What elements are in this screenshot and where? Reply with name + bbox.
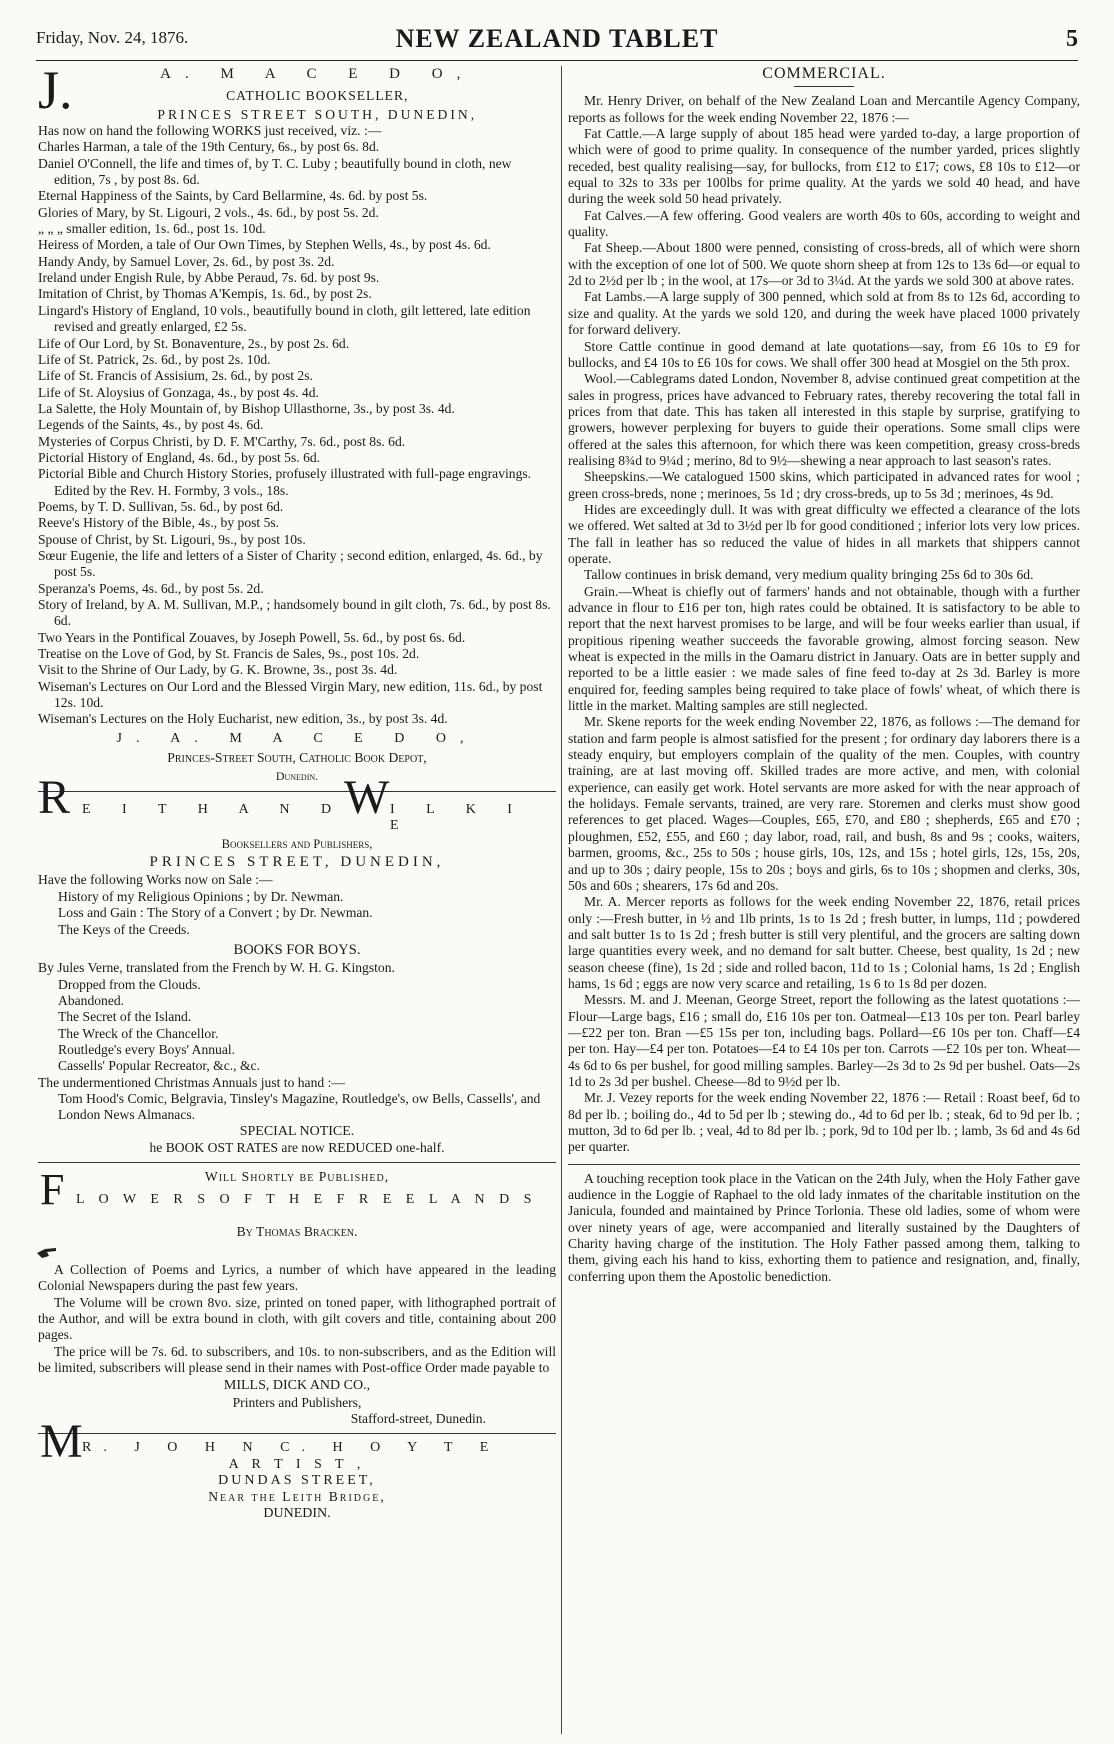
left-column bbox=[38, 64, 556, 1522]
book-list-item: Visit to the Shrine of Our Lady, by G. K. Browne, 3s., post 3s. 4d. bbox=[38, 662, 398, 678]
book-list-item: Story of Ireland, by A. M. Sullivan, M.P., ; handsomely bound in gilt cloth, 7s. 6d., by post 8s. 6d. bbox=[38, 597, 551, 629]
market-report-paragraph: Fat Calves.—A few offering. Good vealers are worth 40s to 60s, according to weight and quality. bbox=[568, 207, 1080, 240]
reith-works-list bbox=[38, 889, 556, 938]
book-list-item: Charles Harman, a tale of the 19th Century, 6s., by post 6s. 8d. bbox=[38, 139, 380, 155]
heading-rule bbox=[794, 86, 854, 87]
market-report-paragraph: Mr. Henry Driver, on behalf of the New Zealand Loan and Mercantile Agency Company, reports as follows for the week ending November 22, 1876 :— bbox=[568, 93, 1080, 125]
hoyte-street: DUNDAS STREET, bbox=[218, 1473, 376, 1489]
book-list-item: Life of Our Lord, by St. Bonaventure, 2s., by post 2s. 6d. bbox=[38, 335, 350, 351]
annuals-intro: The undermentioned Christmas Annuals just to hand :— bbox=[38, 1074, 345, 1090]
hoyte-landmark: Near the Leith Bridge, bbox=[208, 1489, 386, 1505]
book-list-item: The Wreck of the Chancellor. bbox=[58, 1025, 219, 1041]
book-list-item: History of my Religious Opinions ; by Dr. Newman. bbox=[58, 888, 344, 904]
market-report-paragraph: Hides are exceedingly dull. It was with great difficulty we effected a clearance of the lots we offered. Wet salted at 3d to 3½d per lb for good conditioned ; inferior lots very low prices. The fall in leather has so reduced the value of hides in all markets that shippers cannot operate. bbox=[568, 501, 1080, 566]
flowers-pre-title: Will Shortly be Published, bbox=[204, 1169, 390, 1185]
book-list-item: Glories of Mary, by St. Ligouri, 2 vols., 4s. 6d., by post 5s. 2d. bbox=[38, 204, 379, 220]
hoyte-profession: A R T I S T , bbox=[228, 1456, 366, 1472]
advert-separator bbox=[38, 1162, 556, 1163]
book-list-item: Ireland under Engish Rule, by Abbe Peraud, 7s. 6d. by post 9s. bbox=[38, 270, 380, 286]
macedo-book-list bbox=[38, 139, 556, 727]
right-column bbox=[568, 64, 1080, 1285]
book-list-item: Life of St. Patrick, 2s. 6d., by post 2s. 10d. bbox=[38, 351, 271, 367]
page-header bbox=[36, 24, 1078, 58]
section-separator bbox=[568, 1164, 1080, 1165]
reith-name: E I T H A N D bbox=[82, 801, 346, 817]
boys-books-heading: BOOKS FOR BOYS. bbox=[233, 941, 361, 958]
book-list-item: La Salette, the Holy Mountain of, by Bishop Ullasthorne, 3s., by post 3s. 4d. bbox=[38, 400, 455, 416]
commercial-heading: COMMERCIAL. bbox=[762, 65, 886, 82]
book-list-item: Wiseman's Lectures on Our Lord and the Blessed Virgin Mary, new edition, 11s. 6d., by post 12s. 10d. bbox=[38, 678, 543, 711]
book-list-item: Pictorial Bible and Church History Stories, profusely illustrated with full-page engravings. Edited by the Rev. H. Formby, 3 vols., 18s. bbox=[38, 466, 532, 498]
special-notice-heading: SPECIAL NOTICE. bbox=[239, 1123, 355, 1139]
book-list-item: Legends of the Saints, 4s., by post 4s. 6d. bbox=[38, 417, 264, 433]
issue-date: Friday, Nov. 24, 1876. bbox=[36, 28, 189, 47]
market-report-paragraph: Wool.—Cablegrams dated London, November 8, advise continued great competition at the sales in progress, prices have advanced to February rates, thereby recovering the total fall in prices from that date. This has taken all interested in this staple by surprise, gratifying to growers, however perplexing for buyers to guide their operations. Some small clips were offered at the sales this afternoon, for which there was keen competition, greasy cross-breds realising 8¾d to 9¼d ; merino, 8d to 9½—shewing a near approach to last season's rates. bbox=[568, 371, 1080, 468]
book-list-item: „ „ „ smaller edition, 1s. 6d., post 1s. 10d. bbox=[38, 221, 266, 237]
macedo-depot: Princes-Street South, Catholic Book Depot, bbox=[167, 750, 427, 766]
market-report-paragraph: Fat Cattle.—A large supply of about 185 head were yarded to-day, a large proportion of which were of good to prime quality. In consequence of the number yarded, prices slightly receded, best quality realising—say, for bullocks, from £12 to £17; cows, £8 10s to £12—or equal to 32s to 33s per 100lbs for prime quality. At the yards we sold 40 head, and have during the week sold 50 head privately. bbox=[568, 126, 1080, 207]
book-list-item: Speranza's Poems, 4s. 6d., by post 5s. 2d. bbox=[38, 580, 264, 596]
vatican-paragraph: A touching reception took place in the Vatican on the 24th July, when the Holy Father gave audience in the Loggie of Raphael to the old lady inmates of the charitable institution on the Janicula, founded and maintained by Prince Torlonia. These old ladies, some of whom were over ninety years of age, were accompanied and literally sustained by the Daughters of Charity having charge of the institution. The Holy Father passed among them, talking to them, giving each his hand to kiss, exhorting them to patience and resignation, and, finally, conferring upon them the Apostolic benediction. bbox=[568, 1170, 1080, 1284]
header-rule bbox=[36, 60, 1078, 61]
column-divider bbox=[561, 66, 562, 1734]
market-report-paragraph: Mr. Skene reports for the week ending November 22, 1876, as follows :—The demand for station and farm people is almost satisfied for the present ; for ordinary day laborers there is a steady enquiry, but employers complain of the quality of the men. Couples, with country training, are at last moving off. Skilled trades are more active, and men, with colonial experience, can easily get work. Hotel servants are more asked for with the near approach of the holidays. Female servants, trained, are very rare. Storemen and clerks must show good references to get placed. Wages—Couples, £65, £70, and £80 ; shepherds, £65 and £70 ; ploughmen, £52, £55, and £60 ; day labor, road, rail, and bush, 8s and 9s ; cooks, waiters, barmen, grooms, &c., 25s to 50s ; house girls, 10s, 12s, and 15s ; hotel girls, 12s, 15s, 20s, and up to 30s ; dairy people, 15s to 20s ; boys and girls, 6s to 10s ; shopmen and clerks, 30s, 50s and 60s ; shearers, 17s 6d and 20s. bbox=[568, 714, 1080, 893]
book-list-item: Poems, by T. D. Sullivan, 5s. 6d., by post 6d. bbox=[38, 498, 284, 514]
book-list-item: Reeve's History of the Bible, 4s., by post 5s. bbox=[38, 515, 280, 531]
macedo-name: A. M A C E D O, bbox=[160, 66, 475, 82]
market-report-paragraph: Sheepskins.—We catalogued 1500 skins, which participated in advanced rates for wool ; green cross-breds, none ; merinoes, 5s 1d ; dry cross-breds, up to 5s 3d ; merinoes, 4s 9d. bbox=[568, 469, 1080, 501]
reith-address: PRINCES STREET, DUNEDIN, bbox=[149, 854, 445, 871]
book-list-item: Spouse of Christ, by St. Ligouri, 9s., by post 10s. bbox=[38, 531, 306, 547]
newspaper-title: NEW ZEALAND TABLET bbox=[395, 24, 719, 53]
book-list-item: Eternal Happiness of the Saints, by Card Bellarmine, 4s. 6d. by post 5s. bbox=[38, 188, 428, 204]
verne-credit: By Jules Verne, translated from the French by W. H. G. Kingston. bbox=[38, 960, 395, 976]
annuals-list: Tom Hood's Comic, Belgravia, Tinsley's Magazine, Routledge's, ow Bells, Cassells', and London News Almanacs. bbox=[58, 1090, 541, 1123]
macedo-address: PRINCES STREET SOUTH, DUNEDIN, bbox=[157, 106, 478, 122]
publisher-name: MILLS, DICK AND CO., bbox=[223, 1378, 371, 1394]
reith-wilkie-advert bbox=[38, 770, 556, 1157]
book-list-item: Abandoned. bbox=[58, 992, 125, 1008]
flowers-paragraph: The price will be 7s. 6d. to subscribers, and 10s. to non-subscribers, and as the Edition will be limited, subscribers will please send in their names with Post-office Order made payable to bbox=[38, 1343, 556, 1376]
book-list-item: Handy Andy, by Samuel Lover, 2s. 6d., by post 3s. 2d. bbox=[38, 253, 335, 269]
market-report-paragraph: Store Cattle continue in good demand at late quotations—say, from £6 10s to £9 for bullocks, and £4 10s to £6 10s for cows. We shall offer 300 head at Mosgiel on the 5th prox. bbox=[568, 338, 1080, 370]
market-report-paragraph: Grain.—Wheat is chiefly out of farmers' hands and not obtainable, though with a further advance in flour to £16 per ton, high rates could be obtained. It is satisfactory to be able to report that the next harvest promises to be large, and will be four weeks earlier than usual, if propitious ripening weather succeeds the favorable growing, almost forcing season. New wheat is expected in the mills in the Oamaru district in January. Oats are in better supply and reported to be a little easier : we made sales of fine feed to-day at 2s 3d. Barley is more enquired for, feeding samples being required to take place of fowls' wheat, of which there is little in the market. Malting samples are still neglected. bbox=[568, 583, 1080, 714]
page-number: 5 bbox=[1066, 26, 1078, 52]
market-report-paragraph: Mr. A. Mercer reports as follows for the week ending November 22, 1876, retail prices only :—Fresh butter, in ½ and 1lb prints, 1s to 1s 2d ; fresh butter, in lumps, 11d ; powdered and salt butter 1s to 1s 2d ; fresh butter is still very plentiful, and the grocers are salting down large quantities every week, and no demand for salt butter. Cheese, best quality, 1s 2d ; new season cheese (fine), 1s 2d ; side and rolled bacon, 11d to 1s ; Colonial hams, 1s 2d ; English hams, 1s 6d ; eggs are now very scarce and retailing, 1s 6 to 1s 8d per dozen. bbox=[568, 894, 1080, 991]
flowers-advert bbox=[38, 1164, 556, 1427]
book-list-item: Life of St. Aloysius of Gonzaga, 4s., by post 4s. 4d. bbox=[38, 384, 319, 400]
reith-intro: Have the following Works now on Sale :— bbox=[38, 872, 273, 888]
wilkie-drop-initial: W bbox=[344, 770, 390, 824]
macedo-intro: Has now on hand the following WORKS just received, viz. :— bbox=[38, 123, 382, 139]
hoyte-city: DUNEDIN. bbox=[263, 1505, 331, 1521]
book-list-item: Cassells' Popular Recreator, &c., &c. bbox=[58, 1058, 260, 1074]
book-list-item: Dropped from the Clouds. bbox=[58, 976, 201, 992]
book-list-item: Lingard's History of England, 10 vols., beautifully bound in cloth, gilt lettered, late edition revised and greatly enlarged, £2 5s. bbox=[38, 302, 531, 335]
book-list-item: Wiseman's Lectures on the Holy Eucharist, new edition, 3s., by post 3s. 4d. bbox=[38, 711, 448, 727]
book-list-item: Pictorial History of England, 4s. 6d., by post 5s. 6d. bbox=[38, 449, 321, 465]
special-notice: he BOOK OST RATES are now REDUCED one-half. bbox=[149, 1139, 445, 1155]
book-list-item: Treatise on the Love of God, by St. Francis de Sales, 9s., post 10s. 2d. bbox=[38, 646, 420, 662]
publisher-role: Printers and Publishers, bbox=[232, 1394, 362, 1410]
book-list-item: Heiress of Morden, a tale of Our Own Times, by Stephen Wells, 4s., by post 4s. 6d. bbox=[38, 237, 491, 253]
market-report-paragraph: Mr. J. Vezey reports for the week ending November 22, 1876 :— Retail : Roast beef, 6d to 8d per lb. ; boiling do., 4d to 5d per lb ; stewing do., 4d to 6d per lb. ; steak, 6d to 9d per lb. ; mutton, 3d to 6d per lb. ; veal, 4d to 8d per lb. ; pork, 9d to 10d per lb. ; lamb, 3s 6d and 4s 6d per quarter. bbox=[568, 1090, 1080, 1155]
book-list-item: Routledge's every Boys' Annual. bbox=[58, 1041, 236, 1057]
advert-separator bbox=[38, 791, 556, 792]
book-list-item: Life of St. Francis of Assisium, 2s. 6d., by post 2s. bbox=[38, 368, 313, 384]
macedo-subtitle: CATHOLIC BOOKSELLER, bbox=[226, 88, 409, 104]
book-list-item: Two Years in the Pontifical Zouaves, by Joseph Powell, 5s. 6d., by post 6s. 6d. bbox=[38, 629, 466, 645]
flowers-title: L O W E R S O F T H E F R E E L A N D S bbox=[76, 1191, 537, 1207]
book-list-item: The Keys of the Creeds. bbox=[58, 921, 190, 937]
book-list-item: Loss and Gain : The Story of a Convert ; by Dr. Newman. bbox=[58, 905, 373, 921]
commercial-reports bbox=[568, 93, 1080, 1155]
flowers-author: By Thomas Bracken. bbox=[236, 1223, 358, 1239]
macedo-advert bbox=[38, 64, 556, 785]
advert-separator bbox=[38, 1433, 556, 1434]
macedo-city: Dunedin. bbox=[275, 769, 319, 784]
boys-books-list bbox=[38, 977, 556, 1075]
reith-drop-initial: R bbox=[38, 770, 71, 824]
market-report-paragraph: Tallow continues in brisk demand, very medium quality bringing 25s 6d to 30s 6d. bbox=[584, 567, 1034, 583]
reith-subtitle: Booksellers and Publishers, bbox=[221, 836, 373, 851]
book-list-item: Mysteries of Corpus Christi, by D. F. M'Carthy, 7s. 6d., post 8s. 6d. bbox=[38, 433, 406, 449]
market-report-paragraph: Messrs. M. and J. Meenan, George Street, report the following as the latest quotations :—Flour—Large bags, £16 ; small do, £16 10s per ton. Oatmeal—£13 10s per ton. Pearl barley—£22 per ton. Bran —£5 15s per ton, including bags. Pollard—£6 10s per ton. Chaff—£4 per ton. Hay—£4 per ton. Potatoes—£4 to £4 10s per ton. Carrots —£2 10s per ton. Wheat—4s 6d to 6s per bushel, for good milling samples. Barley—2s 3d to 2s 9d per bushel. Oats—2s 1d to 2s 3d per bushel. Cheese—8d to 9½d per lb. bbox=[568, 992, 1080, 1089]
flowers-paragraph: The Volume will be crown 8vo. size, printed on toned paper, with lithographed portrait of the Author, and will be extra bound in cloth, with gilt covers and title, containing about 200 pages. bbox=[38, 1294, 556, 1343]
book-list-item: The Secret of the Island. bbox=[58, 1009, 192, 1025]
book-list-item: Sœur Eugenie, the life and letters of a Sister of Charity ; second edition, enlarged, 4s. 6d., by post 5s. bbox=[38, 547, 543, 580]
macedo-drop-initial: J. bbox=[38, 64, 73, 120]
pointing-hand-icon bbox=[36, 1244, 58, 1260]
book-list-item: Daniel O'Connell, the life and times of, by T. C. Luby ; beautifully bound in cloth, new edition, 7s , by post 8s. 6d. bbox=[38, 155, 512, 188]
flowers-paragraph: A Collection of Poems and Lyrics, a number of which have appeared in the leading Colonial Newspapers during the past few years. bbox=[38, 1262, 556, 1294]
publisher-address: Stafford-street, Dunedin. bbox=[350, 1411, 486, 1427]
wilkie-name: I L K I E bbox=[390, 801, 526, 834]
hoyte-name: R. J O H N C. H O Y T E bbox=[82, 1440, 501, 1456]
book-list-item: Imitation of Christ, by Thomas A'Kempis, 1s. 6d., by post 2s. bbox=[38, 286, 372, 302]
macedo-signature: J. A. M A C E D O, bbox=[116, 730, 478, 746]
flowers-drop-initial: F bbox=[40, 1164, 65, 1214]
market-report-paragraph: Fat Sheep.—About 1800 were penned, consisting of cross-breds, all of which were shorn with the exception of one lot of 500. We quote shorn sheep at from 12s to 13s 6d—or equal to 2d to 2½d per lb ; in the wool, at 17s—or 3d to 3¼d. At the yards we sold 300 at above rates. bbox=[568, 240, 1080, 289]
market-report-paragraph: Fat Lambs.—A large supply of 300 penned, which sold at from 8s to 12s 6d, according to size and quality. At the yards we sold 120, and during the week have placed 1000 privately for forward delivery. bbox=[568, 289, 1080, 338]
hoyte-drop-initial: M bbox=[40, 1415, 83, 1469]
